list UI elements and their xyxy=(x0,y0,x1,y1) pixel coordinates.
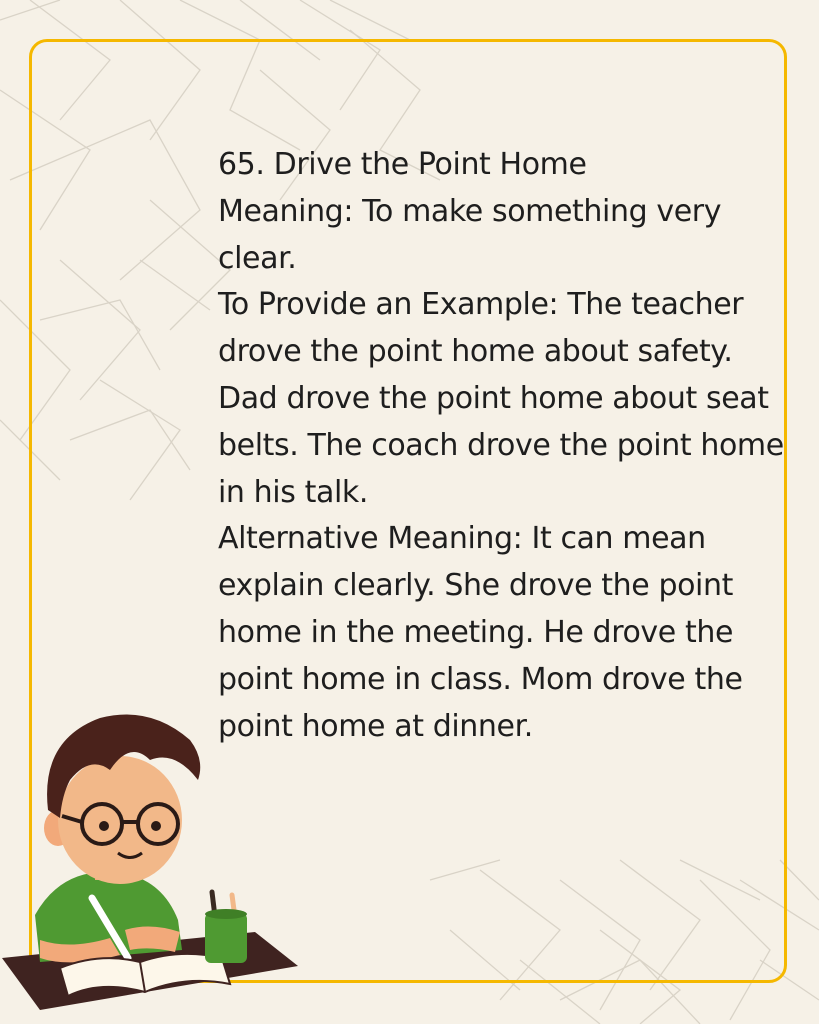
idiom-title: 65. Drive the Point Home xyxy=(218,147,587,182)
idiom-alternative-meaning: Alternative Meaning: It can mean explain clearly. She drove the point home in the meeting. He drove the point home in class. Mom drove the point home at dinner. xyxy=(218,521,743,744)
idiom-example: To Provide an Example: The teacher drove the point home about safety. Dad drove the point home about seat belts. The coach drove the point home in his talk. xyxy=(218,287,784,510)
boy-studying-illustration xyxy=(0,700,310,1024)
idiom-meaning: Meaning: To make something very clear. xyxy=(218,193,722,276)
idiom-text-block xyxy=(218,142,798,750)
pencil-cup-icon xyxy=(205,892,247,963)
